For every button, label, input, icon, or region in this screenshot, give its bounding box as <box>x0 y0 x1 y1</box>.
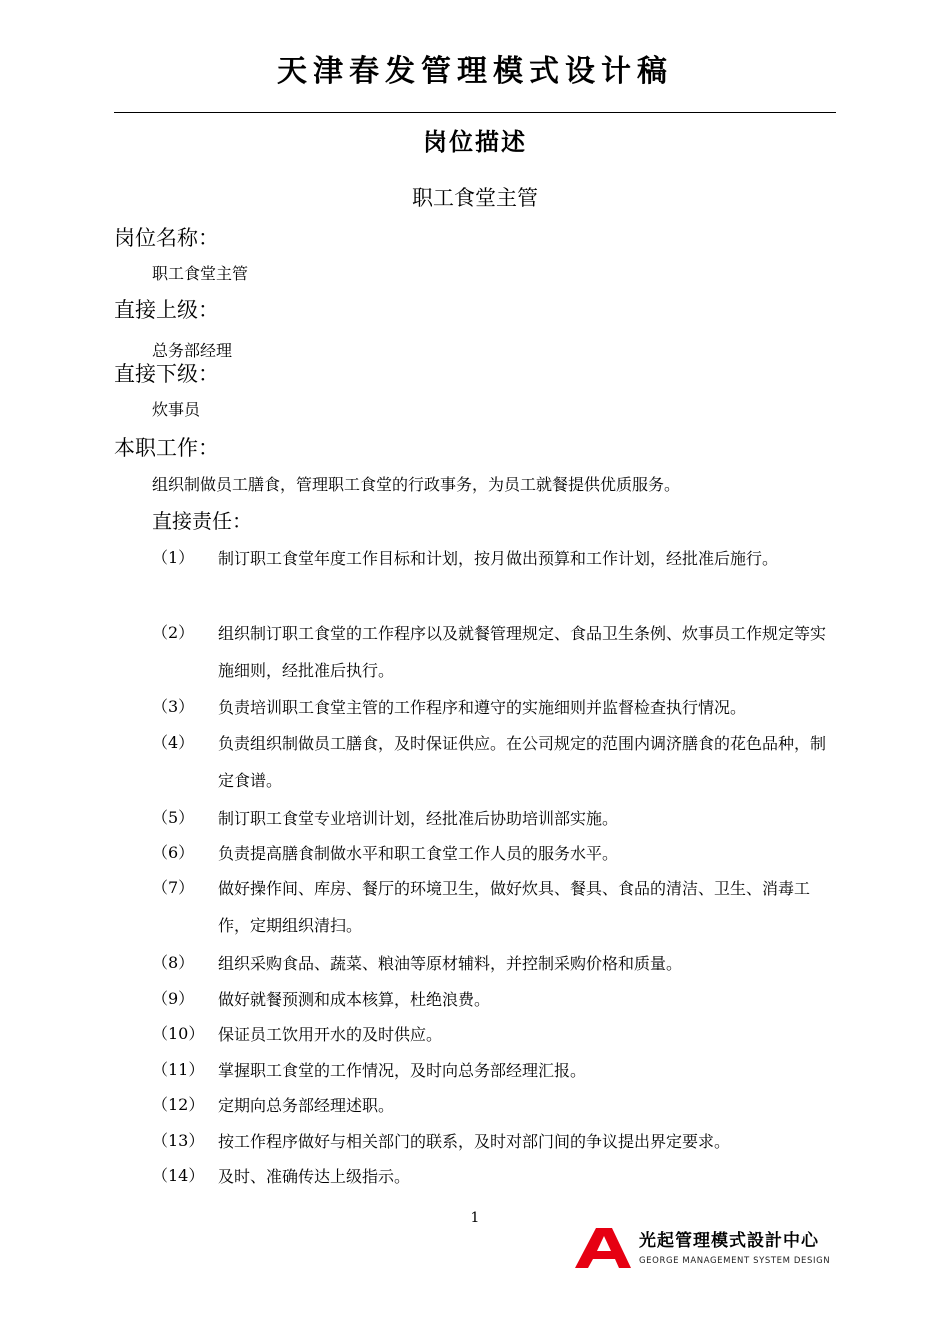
item-text: 定期向总务部经理述职。 <box>218 1096 395 1115</box>
item-number: （5） <box>152 808 195 827</box>
responsibility-item <box>152 1164 852 1195</box>
direct-subordinate-value: 炊事员 <box>152 400 201 419</box>
main-job-value: 组织制做员工膳食，管理职工食堂的行政事务，为员工就餐提供优质服务。 <box>152 475 681 494</box>
direct-superior-value: 总务部经理 <box>152 341 233 360</box>
item-number: （4） <box>152 733 195 752</box>
responsibility-item <box>152 841 852 872</box>
item-text: 制订职工食堂年度工作目标和计划，按月做出预算和工作计划，经批准后施行。 <box>218 549 779 568</box>
page-number: 1 <box>470 1210 480 1226</box>
item-number: （12） <box>152 1095 205 1114</box>
item-text: 组织采购食品、蔬菜、粮油等原材辅料，并控制采购价格和质量。 <box>218 954 683 973</box>
item-number: （7） <box>152 878 195 897</box>
direct-subordinate-label: 直接下级： <box>114 362 219 386</box>
item-text: 及时、准确传达上级指示。 <box>218 1167 411 1186</box>
item-number: （13） <box>152 1131 205 1150</box>
item-number: （10） <box>152 1024 205 1043</box>
item-text: 负责提高膳食制做水平和职工食堂工作人员的服务水平。 <box>218 844 619 863</box>
item-text: 掌握职工食堂的工作情况，及时向总务部经理汇报。 <box>218 1061 587 1080</box>
position-name-value: 职工食堂主管 <box>152 264 249 283</box>
responsibility-item <box>152 621 852 689</box>
item-text: 制订职工食堂专业培训计划，经批准后协助培训部实施。 <box>218 809 619 828</box>
company-title: 天津春发管理模式设计稿 <box>277 54 673 89</box>
item-number: （9） <box>152 989 195 1008</box>
responsibility-item <box>152 1093 852 1124</box>
item-text: 按工作程序做好与相关部门的联系，及时对部门间的争议提出界定要求。 <box>218 1132 731 1151</box>
item-number: （14） <box>152 1166 205 1185</box>
main-job-label: 本职工作： <box>114 436 219 460</box>
responsibility-item <box>152 951 852 982</box>
document-subheading: 职工食堂主管 <box>412 186 538 210</box>
responsibility-item <box>152 1022 852 1053</box>
item-text: 组织制订职工食堂的工作程序以及就餐管理规定、食品卫生条例、炊事员工作规定等实施细则，经批准后执行。 <box>218 624 827 680</box>
responsibility-item <box>152 987 852 1018</box>
document-heading: 岗位描述 <box>423 128 527 156</box>
position-name-label: 岗位名称： <box>114 226 219 250</box>
responsibility-item <box>152 546 852 577</box>
item-number: （1） <box>152 548 195 567</box>
item-text: 负责培训职工食堂主管的工作程序和遵守的实施细则并监督检查执行情况。 <box>218 698 747 717</box>
responsibility-item <box>152 876 852 944</box>
responsibility-item <box>152 1129 852 1160</box>
responsibility-item <box>152 1058 852 1089</box>
responsibility-item <box>152 731 852 799</box>
item-text: 负责组织制做员工膳食，及时保证供应。在公司规定的范围内调济膳食的花色品种，制定食谱。 <box>218 734 827 790</box>
responsibility-item <box>152 806 852 837</box>
item-number: （6） <box>152 843 195 862</box>
item-number: （8） <box>152 953 195 972</box>
header-divider <box>114 112 836 113</box>
item-text: 做好操作间、库房、餐厅的环境卫生，做好炊具、餐具、食品的清洁、卫生、消毒工作，定期组织清扫。 <box>218 879 811 935</box>
responsibility-item <box>152 695 852 726</box>
direct-superior-label: 直接上级： <box>114 298 219 322</box>
item-text: 保证员工饮用开水的及时供应。 <box>218 1025 443 1044</box>
item-number: （3） <box>152 697 195 716</box>
responsibilities-label: 直接责任： <box>152 509 252 533</box>
item-text: 做好就餐预测和成本核算，杜绝浪费。 <box>218 990 491 1009</box>
logo-chinese-name: 光起管理模式設計中心 <box>639 1231 819 1251</box>
company-logo <box>575 1228 840 1270</box>
logo-english-name: GEORGE MANAGEMENT SYSTEM DESIGN <box>639 1256 831 1266</box>
item-number: （11） <box>152 1060 205 1079</box>
logo-a-icon <box>575 1228 631 1268</box>
item-number: （2） <box>152 623 195 642</box>
